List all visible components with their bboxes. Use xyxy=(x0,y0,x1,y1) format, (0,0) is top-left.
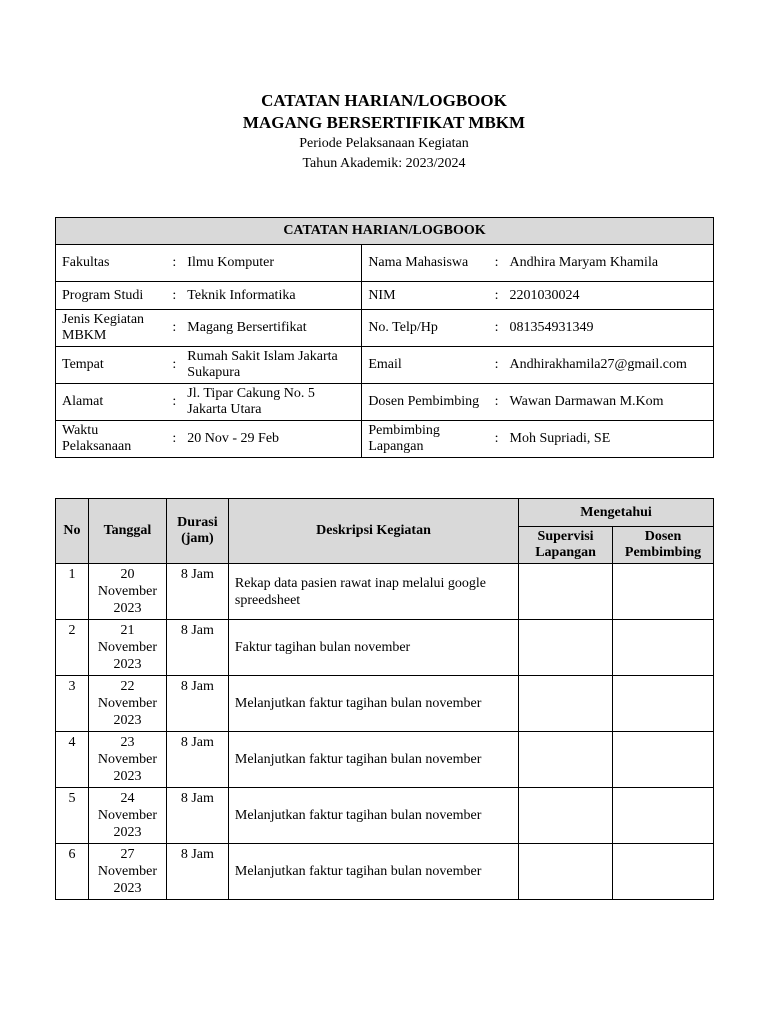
log-date: 22 November 2023 xyxy=(88,676,166,732)
log-date: 23 November 2023 xyxy=(88,732,166,788)
log-description: Faktur tagihan bulan november xyxy=(228,620,518,676)
log-duration: 8 Jam xyxy=(166,620,228,676)
log-duration: 8 Jam xyxy=(166,564,228,620)
dosen-signature-cell xyxy=(613,676,714,732)
log-description: Melanjutkan faktur tagihan bulan november xyxy=(228,844,518,900)
log-description: Melanjutkan faktur tagihan bulan november xyxy=(228,732,518,788)
info-label: Dosen Pembimbing xyxy=(362,384,490,421)
info-table-title: CATATAN HARIAN/LOGBOOK xyxy=(56,218,714,245)
document-title: CATATAN HARIAN/LOGBOOK xyxy=(261,91,507,110)
info-label: Nama Mahasiswa xyxy=(362,245,490,282)
document-subtitle-program: MAGANG BERSERTIFIKAT MBKM xyxy=(242,113,526,132)
log-date: 20 November 2023 xyxy=(88,564,166,620)
period-label: Periode Pelaksanaan Kegiatan xyxy=(299,136,469,151)
log-no: 2 xyxy=(56,620,89,676)
logbook-table xyxy=(55,498,714,900)
info-row xyxy=(56,245,714,282)
log-row xyxy=(56,732,714,788)
dosen-signature-cell xyxy=(613,788,714,844)
info-row xyxy=(56,421,714,458)
col-header-mengetahui: Mengetahui xyxy=(519,499,714,527)
dosen-signature-cell xyxy=(613,564,714,620)
log-description: Melanjutkan faktur tagihan bulan november xyxy=(228,788,518,844)
col-header-tanggal: Tanggal xyxy=(88,499,166,564)
log-description: Melanjutkan faktur tagihan bulan november xyxy=(228,676,518,732)
log-row xyxy=(56,788,714,844)
log-row xyxy=(56,844,714,900)
info-value: Andhirakhamila27@gmail.com xyxy=(504,347,714,384)
info-value: Teknik Informatika xyxy=(181,282,362,310)
log-row xyxy=(56,676,714,732)
log-row xyxy=(56,620,714,676)
supervisi-signature-cell xyxy=(519,564,613,620)
info-row xyxy=(56,384,714,421)
info-colon: : xyxy=(490,245,504,282)
info-value: Magang Bersertifikat xyxy=(181,310,362,347)
info-colon: : xyxy=(167,384,181,421)
info-row xyxy=(56,282,714,310)
info-row xyxy=(56,310,714,347)
academic-year: Tahun Akademik: 2023/2024 xyxy=(302,156,466,171)
log-no: 3 xyxy=(56,676,89,732)
col-header-deskripsi: Deskripsi Kegiatan xyxy=(228,499,518,564)
info-value: Rumah Sakit Islam Jakarta Sukapura xyxy=(181,347,362,384)
info-label: Email xyxy=(362,347,490,384)
student-info-table xyxy=(55,217,714,458)
info-value: Ilmu Komputer xyxy=(181,245,362,282)
info-colon: : xyxy=(167,310,181,347)
supervisi-signature-cell xyxy=(519,788,613,844)
info-value: Moh Supriadi, SE xyxy=(504,421,714,458)
info-value: Andhira Maryam Khamila xyxy=(504,245,714,282)
info-label: Program Studi xyxy=(56,282,168,310)
col-header-durasi: Durasi (jam) xyxy=(166,499,228,564)
info-colon: : xyxy=(167,347,181,384)
dosen-signature-cell xyxy=(613,844,714,900)
info-colon: : xyxy=(167,245,181,282)
info-colon: : xyxy=(490,310,504,347)
info-value: 20 Nov - 29 Feb xyxy=(181,421,362,458)
info-label: NIM xyxy=(362,282,490,310)
info-colon: : xyxy=(490,421,504,458)
info-colon: : xyxy=(490,347,504,384)
log-date: 24 November 2023 xyxy=(88,788,166,844)
log-date: 27 November 2023 xyxy=(88,844,166,900)
info-label: Pembimbing Lapangan xyxy=(362,421,490,458)
info-value: 2201030024 xyxy=(504,282,714,310)
info-colon: : xyxy=(490,384,504,421)
info-label: Alamat xyxy=(56,384,168,421)
document-header xyxy=(0,90,768,174)
supervisi-signature-cell xyxy=(519,676,613,732)
log-duration: 8 Jam xyxy=(166,844,228,900)
info-value: 081354931349 xyxy=(504,310,714,347)
info-label: No. Telp/Hp xyxy=(362,310,490,347)
info-label: Tempat xyxy=(56,347,168,384)
log-no: 5 xyxy=(56,788,89,844)
info-label: Jenis Kegiatan MBKM xyxy=(56,310,168,347)
info-value: Wawan Darmawan M.Kom xyxy=(504,384,714,421)
log-no: 1 xyxy=(56,564,89,620)
info-colon: : xyxy=(167,282,181,310)
col-header-supervisi: Supervisi Lapangan xyxy=(519,527,613,564)
info-colon: : xyxy=(490,282,504,310)
col-header-no: No xyxy=(56,499,89,564)
info-value: Jl. Tipar Cakung No. 5 Jakarta Utara xyxy=(181,384,362,421)
log-description: Rekap data pasien rawat inap melalui google spreedsheet xyxy=(228,564,518,620)
log-no: 6 xyxy=(56,844,89,900)
log-row xyxy=(56,564,714,620)
supervisi-signature-cell xyxy=(519,620,613,676)
log-duration: 8 Jam xyxy=(166,676,228,732)
dosen-signature-cell xyxy=(613,620,714,676)
log-duration: 8 Jam xyxy=(166,732,228,788)
info-label: Waktu Pelaksanaan xyxy=(56,421,168,458)
supervisi-signature-cell xyxy=(519,844,613,900)
info-row xyxy=(56,347,714,384)
info-label: Fakultas xyxy=(56,245,168,282)
log-no: 4 xyxy=(56,732,89,788)
info-colon: : xyxy=(167,421,181,458)
dosen-signature-cell xyxy=(613,732,714,788)
supervisi-signature-cell xyxy=(519,732,613,788)
log-duration: 8 Jam xyxy=(166,788,228,844)
log-date: 21 November 2023 xyxy=(88,620,166,676)
col-header-dosen: Dosen Pembimbing xyxy=(613,527,714,564)
